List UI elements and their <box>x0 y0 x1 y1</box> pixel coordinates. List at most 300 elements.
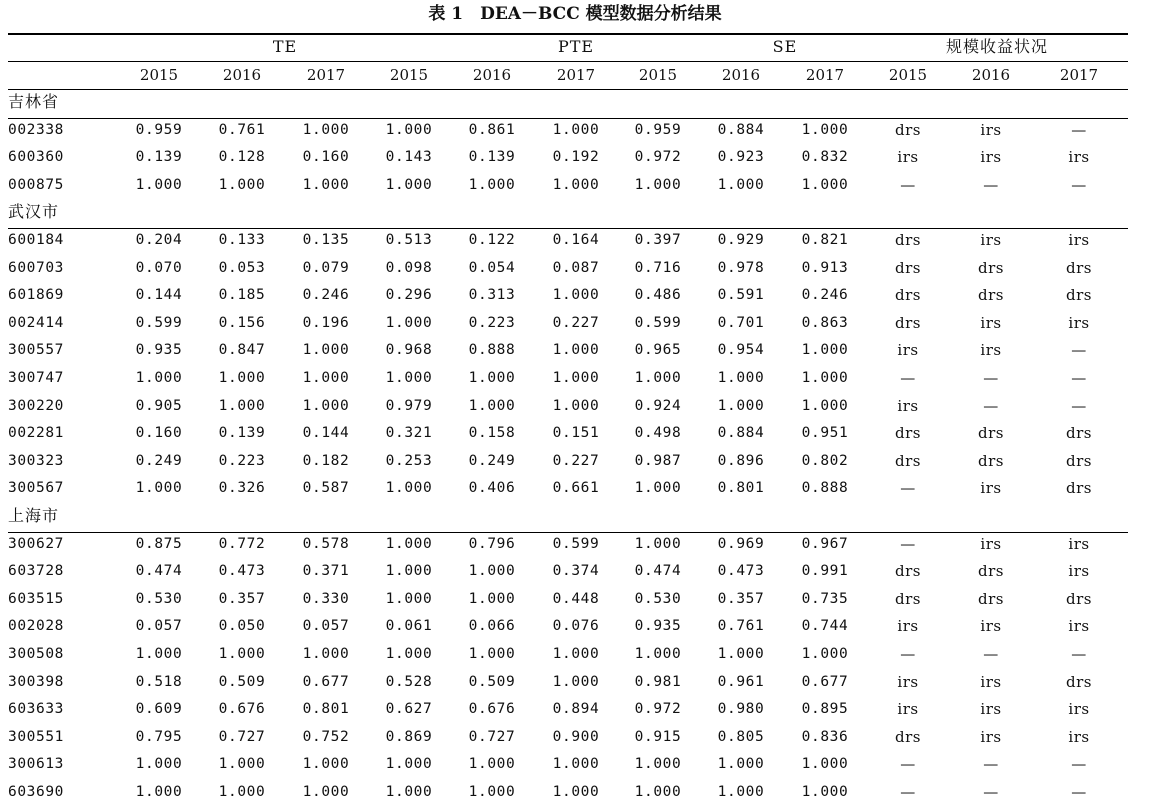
table-cell: 1.000 <box>801 756 849 773</box>
table-cell: — <box>900 479 916 498</box>
table-cell: 1.000 <box>218 646 266 662</box>
table-cell: drs <box>978 424 1004 443</box>
table-cell: 0.227 <box>552 452 600 469</box>
table-cell: — <box>900 534 916 553</box>
table-cell: 0.861 <box>468 121 516 138</box>
table-cell: 1.000 <box>218 370 266 386</box>
table-cell: 0.144 <box>302 425 350 442</box>
table-cell: 0.801 <box>717 480 765 497</box>
table-cell: 1.000 <box>385 646 433 662</box>
table-cell: — <box>983 645 999 663</box>
table-cell: 0.677 <box>801 673 849 690</box>
table-cell: 1.000 <box>634 784 682 800</box>
top-rule <box>8 33 1128 35</box>
table-cell: drs <box>895 120 921 139</box>
year-header: 2017 <box>306 66 346 84</box>
table-cell: 0.223 <box>468 314 516 331</box>
table-cell: 0.223 <box>218 452 266 469</box>
table-cell: — <box>1071 120 1087 139</box>
table-cell: drs <box>895 589 921 608</box>
table-cell: 0.249 <box>468 452 516 469</box>
table-cell: 0.900 <box>552 728 600 745</box>
section-rule <box>8 532 1128 533</box>
table-cell: 0.761 <box>218 121 266 138</box>
table-cell: 0.752 <box>302 728 350 745</box>
table-cell: drs <box>895 727 921 746</box>
table-cell: 0.249 <box>135 452 183 469</box>
table-cell: 1.000 <box>385 563 433 580</box>
row-code: 300627 <box>8 535 64 552</box>
table-cell: 1.000 <box>385 121 433 138</box>
table-cell: 0.727 <box>218 728 266 745</box>
table-cell: drs <box>1066 589 1092 608</box>
table-cell: 1.000 <box>468 176 516 193</box>
table-cell: 1.000 <box>218 784 266 800</box>
table-cell: irs <box>897 672 919 691</box>
table-cell: drs <box>978 562 1004 581</box>
table-cell: 1.000 <box>634 480 682 497</box>
table-cell: 1.000 <box>634 646 682 662</box>
table-cell: 0.978 <box>717 259 765 276</box>
table-cell: 0.139 <box>135 149 183 166</box>
table-cell: 0.987 <box>634 452 682 469</box>
table-cell: irs <box>897 396 919 415</box>
table-cell: 1.000 <box>302 342 350 359</box>
table-cell: irs <box>897 148 919 167</box>
table-cell: 0.923 <box>717 149 765 166</box>
table-cell: irs <box>980 231 1002 249</box>
section-label: 上海市 <box>8 506 60 525</box>
group-header: TE <box>272 37 298 56</box>
row-code: 603515 <box>8 590 64 607</box>
table-cell: drs <box>1066 451 1092 470</box>
table-cell: 0.701 <box>717 314 765 331</box>
table-cell: 1.000 <box>634 370 682 386</box>
table-cell: 1.000 <box>468 563 516 580</box>
table-cell: 0.924 <box>634 397 682 414</box>
row-code: 601869 <box>8 287 64 304</box>
table-cell: 0.448 <box>552 590 600 607</box>
table-cell: 0.253 <box>385 452 433 469</box>
row-code: 300567 <box>8 480 64 497</box>
table-cell: irs <box>897 341 919 360</box>
table-cell: — <box>983 783 999 801</box>
table-cell: 0.473 <box>218 563 266 580</box>
table-cell: 0.509 <box>468 673 516 690</box>
table-cell: 0.578 <box>302 535 350 552</box>
table-cell: 0.530 <box>135 590 183 607</box>
year-header: 2017 <box>805 66 845 84</box>
table-cell: irs <box>897 617 919 636</box>
table-cell: 0.802 <box>801 452 849 469</box>
table-cell: 0.951 <box>801 425 849 442</box>
table-cell: irs <box>1068 562 1090 581</box>
table-cell: irs <box>1068 534 1090 553</box>
table-cell: 0.888 <box>801 480 849 497</box>
table-cell: 1.000 <box>801 176 849 193</box>
row-code: 002028 <box>8 618 64 635</box>
row-code: 300613 <box>8 756 64 773</box>
table-cell: 1.000 <box>552 176 600 193</box>
table-cell: — <box>900 369 916 387</box>
row-code: 603728 <box>8 563 64 580</box>
table-cell: 1.000 <box>302 370 350 386</box>
table-title: 表 1 DEA－BCC 模型数据分析结果 <box>428 4 722 24</box>
group-header: SE <box>772 37 798 56</box>
table-cell: 0.587 <box>302 480 350 497</box>
subheader-rule <box>8 89 1128 90</box>
table-cell: 0.196 <box>302 314 350 331</box>
table-cell: 0.079 <box>302 259 350 276</box>
table-cell: 0.627 <box>385 701 433 718</box>
table-cell: irs <box>1068 148 1090 167</box>
table-cell: irs <box>980 313 1002 332</box>
table-cell: — <box>1071 369 1087 387</box>
table-cell: 1.000 <box>552 756 600 773</box>
table-cell: 1.000 <box>717 397 765 414</box>
row-code: 600360 <box>8 149 64 166</box>
table-cell: 0.139 <box>468 149 516 166</box>
table-cell: 0.160 <box>302 149 350 166</box>
table-cell: 1.000 <box>385 480 433 497</box>
table-cell: 0.772 <box>218 535 266 552</box>
table-cell: 0.128 <box>218 149 266 166</box>
table-cell: 1.000 <box>717 176 765 193</box>
section-label: 武汉市 <box>8 202 60 222</box>
row-code: 603690 <box>8 784 64 800</box>
table-cell: drs <box>978 258 1004 277</box>
table-cell: 0.050 <box>218 618 266 635</box>
table-cell: 1.000 <box>135 370 183 386</box>
table-cell: 1.000 <box>135 480 183 497</box>
table-cell: 0.513 <box>385 232 433 248</box>
table-cell: 0.357 <box>218 590 266 607</box>
table-cell: 1.000 <box>302 121 350 138</box>
table-cell: 0.144 <box>135 287 183 304</box>
row-code: 300220 <box>8 397 64 414</box>
table-cell: 0.599 <box>634 314 682 331</box>
table-cell: 0.905 <box>135 397 183 414</box>
table-cell: 0.609 <box>135 701 183 718</box>
table-cell: 0.057 <box>302 618 350 635</box>
table-cell: 0.888 <box>468 342 516 359</box>
table-cell: 0.968 <box>385 342 433 359</box>
table-cell: 1.000 <box>218 397 266 414</box>
table-cell: 0.054 <box>468 259 516 276</box>
table-cell: 0.122 <box>468 232 516 248</box>
table-cell: 0.204 <box>135 232 183 248</box>
table-cell: 0.972 <box>634 701 682 718</box>
table-cell: 0.406 <box>468 480 516 497</box>
table-cell: — <box>1071 783 1087 801</box>
year-header: 2015 <box>139 66 179 84</box>
table-cell: 0.896 <box>717 452 765 469</box>
table-cell: irs <box>980 700 1002 719</box>
table-cell: drs <box>895 424 921 443</box>
table-cell: — <box>1071 396 1087 415</box>
table-cell: 0.133 <box>218 232 266 248</box>
table-cell: 1.000 <box>135 646 183 662</box>
section-label: 吉林省 <box>8 92 60 111</box>
table-cell: 0.246 <box>801 287 849 304</box>
table-cell: 0.509 <box>218 673 266 690</box>
row-code: 002414 <box>8 314 64 331</box>
group-header: 规模收益状况 <box>945 37 1049 56</box>
table-cell: 0.599 <box>135 314 183 331</box>
table-cell: 0.935 <box>634 618 682 635</box>
table-cell: 1.000 <box>552 397 600 414</box>
table-cell: drs <box>895 258 921 277</box>
table-cell: 0.981 <box>634 673 682 690</box>
table-cell: 1.000 <box>468 646 516 662</box>
table-cell: — <box>900 755 916 774</box>
table-cell: irs <box>980 120 1002 139</box>
table-cell: 0.313 <box>468 287 516 304</box>
table-cell: 1.000 <box>218 176 266 193</box>
table-cell: 1.000 <box>302 756 350 773</box>
table-cell: irs <box>897 700 919 719</box>
table-cell: 1.000 <box>218 756 266 773</box>
table-cell: 0.863 <box>801 314 849 331</box>
table-cell: drs <box>1066 424 1092 443</box>
year-header: 2015 <box>888 66 928 84</box>
table-cell: drs <box>895 286 921 305</box>
table-cell: 0.965 <box>634 342 682 359</box>
table-cell: 0.135 <box>302 232 350 248</box>
year-header: 2017 <box>1059 66 1099 84</box>
row-code: 300557 <box>8 342 64 359</box>
table-cell: 1.000 <box>801 646 849 662</box>
table-cell: 0.884 <box>717 425 765 442</box>
table-cell: 1.000 <box>468 590 516 607</box>
table-cell: irs <box>1068 313 1090 332</box>
table-cell: 1.000 <box>302 646 350 662</box>
table-cell: 1.000 <box>634 756 682 773</box>
table-cell: 1.000 <box>302 176 350 193</box>
row-code: 600703 <box>8 259 64 276</box>
table-cell: 0.528 <box>385 673 433 690</box>
table-cell: 0.961 <box>717 673 765 690</box>
table-cell: 0.296 <box>385 287 433 304</box>
section-rule <box>8 118 1128 119</box>
table-cell: 0.796 <box>468 535 516 552</box>
table-cell: 0.160 <box>135 425 183 442</box>
table-cell: drs <box>895 451 921 470</box>
year-header: 2017 <box>556 66 596 84</box>
year-header: 2015 <box>389 66 429 84</box>
table-cell: drs <box>978 286 1004 305</box>
table-cell: 0.053 <box>218 259 266 276</box>
table-cell: 0.057 <box>135 618 183 635</box>
section-rule <box>8 228 1128 229</box>
table-cell: 0.371 <box>302 563 350 580</box>
table-cell: 0.979 <box>385 397 433 414</box>
table-cell: 0.397 <box>634 232 682 248</box>
table-cell: 0.474 <box>634 563 682 580</box>
table-cell: 1.000 <box>717 646 765 662</box>
table-cell: 0.182 <box>302 452 350 469</box>
table-cell: 0.599 <box>552 535 600 552</box>
table-cell: 1.000 <box>717 756 765 773</box>
table-cell: 0.847 <box>218 342 266 359</box>
table-cell: 1.000 <box>468 784 516 800</box>
table-cell: 0.832 <box>801 149 849 166</box>
table-cell: 1.000 <box>302 397 350 414</box>
table-cell: 0.915 <box>634 728 682 745</box>
table-cell: drs <box>978 589 1004 608</box>
table-cell: 0.661 <box>552 480 600 497</box>
table-cell: 1.000 <box>634 535 682 552</box>
header-rule <box>8 61 1128 62</box>
table-cell: 1.000 <box>385 590 433 607</box>
table-cell: 0.070 <box>135 259 183 276</box>
table-cell: 0.972 <box>634 149 682 166</box>
table-cell: 0.821 <box>801 232 849 248</box>
table-cell: 1.000 <box>552 342 600 359</box>
table-cell: — <box>983 369 999 387</box>
table-cell: 0.374 <box>552 563 600 580</box>
table-cell: 0.980 <box>717 701 765 718</box>
table-cell: 0.066 <box>468 618 516 635</box>
row-code: 002338 <box>8 121 64 138</box>
table-cell: 0.716 <box>634 259 682 276</box>
table-cell: 0.473 <box>717 563 765 580</box>
table-cell: irs <box>980 341 1002 360</box>
table-cell: 0.869 <box>385 728 433 745</box>
table-cell: 0.935 <box>135 342 183 359</box>
table-cell: — <box>983 755 999 774</box>
table-cell: 0.991 <box>801 563 849 580</box>
table-cell: 1.000 <box>717 370 765 386</box>
table-cell: drs <box>978 451 1004 470</box>
row-code: 300551 <box>8 728 64 745</box>
table-cell: 1.000 <box>385 176 433 193</box>
table-cell: 1.000 <box>801 370 849 386</box>
table-cell: 0.676 <box>218 701 266 718</box>
table-cell: 1.000 <box>801 397 849 414</box>
year-header: 2016 <box>222 66 262 84</box>
table-cell: — <box>1071 645 1087 663</box>
table-cell: 0.795 <box>135 728 183 745</box>
table-cell: 0.744 <box>801 618 849 635</box>
table-cell: irs <box>980 672 1002 691</box>
table-cell: irs <box>1068 231 1090 249</box>
table-cell: — <box>1071 755 1087 774</box>
table-cell: 0.246 <box>302 287 350 304</box>
table-cell: 0.139 <box>218 425 266 442</box>
table-cell: 0.959 <box>634 121 682 138</box>
table-cell: 1.000 <box>385 784 433 800</box>
table-cell: 0.498 <box>634 425 682 442</box>
table-cell: 1.000 <box>801 342 849 359</box>
row-code: 000875 <box>8 176 64 193</box>
table-cell: 0.895 <box>801 701 849 718</box>
table-cell: drs <box>895 313 921 332</box>
row-code: 300747 <box>8 370 64 386</box>
table-cell: 1.000 <box>468 756 516 773</box>
table-cell: 0.969 <box>717 535 765 552</box>
table-cell: 0.894 <box>552 701 600 718</box>
table-cell: drs <box>1066 479 1092 498</box>
table-cell: 0.530 <box>634 590 682 607</box>
table-cell: 0.156 <box>218 314 266 331</box>
table-cell: 0.227 <box>552 314 600 331</box>
row-code: 300508 <box>8 646 64 662</box>
table-cell: irs <box>1068 700 1090 719</box>
table-cell: 0.801 <box>302 701 350 718</box>
row-code: 300323 <box>8 452 64 469</box>
table-cell: 1.000 <box>468 370 516 386</box>
table-cell: — <box>983 396 999 415</box>
table-cell: 0.761 <box>717 618 765 635</box>
table-cell: 0.158 <box>468 425 516 442</box>
group-header: PTE <box>557 37 595 56</box>
table-cell: 0.098 <box>385 259 433 276</box>
table-cell: 0.185 <box>218 287 266 304</box>
table-cell: 0.913 <box>801 259 849 276</box>
table-cell: 0.954 <box>717 342 765 359</box>
table-cell: irs <box>1068 617 1090 636</box>
table-cell: 0.151 <box>552 425 600 442</box>
table-cell: 1.000 <box>552 287 600 304</box>
table-cell: 0.967 <box>801 535 849 552</box>
table-cell: irs <box>980 617 1002 636</box>
table-cell: 1.000 <box>135 176 183 193</box>
table-cell: 0.727 <box>468 728 516 745</box>
table-cell: 0.735 <box>801 590 849 607</box>
table-cell: 1.000 <box>385 535 433 552</box>
table-cell: 1.000 <box>552 784 600 800</box>
table-cell: 1.000 <box>385 370 433 386</box>
row-code: 603633 <box>8 701 64 718</box>
table-cell: — <box>1071 175 1087 194</box>
table-cell: irs <box>1068 727 1090 746</box>
table-cell: irs <box>980 727 1002 746</box>
table-cell: — <box>900 645 916 663</box>
table-cell: 0.192 <box>552 149 600 166</box>
row-code: 002281 <box>8 425 64 442</box>
table-cell: 1.000 <box>135 784 183 800</box>
year-header: 2015 <box>638 66 678 84</box>
row-code: 300398 <box>8 673 64 690</box>
table-cell: 0.959 <box>135 121 183 138</box>
table-cell: 0.474 <box>135 563 183 580</box>
year-header: 2016 <box>721 66 761 84</box>
table-cell: 1.000 <box>468 397 516 414</box>
table-cell: 0.676 <box>468 701 516 718</box>
table-cell: 0.929 <box>717 232 765 248</box>
table-cell: drs <box>1066 672 1092 691</box>
table-cell: 1.000 <box>801 121 849 138</box>
table-cell: — <box>900 175 916 194</box>
table-cell: 0.884 <box>717 121 765 138</box>
table-cell: 0.087 <box>552 259 600 276</box>
table-cell: — <box>1071 341 1087 360</box>
table-cell: 1.000 <box>302 784 350 800</box>
table-cell: 1.000 <box>552 370 600 386</box>
table-cell: — <box>983 175 999 194</box>
table-cell: 1.000 <box>385 756 433 773</box>
year-header: 2016 <box>472 66 512 84</box>
table-cell: 0.805 <box>717 728 765 745</box>
year-header: 2016 <box>971 66 1011 84</box>
table-cell: 0.486 <box>634 287 682 304</box>
table-cell: 0.076 <box>552 618 600 635</box>
table-cell: irs <box>980 148 1002 167</box>
table-cell: 0.875 <box>135 535 183 552</box>
table-cell: drs <box>1066 286 1092 305</box>
table-cell: 0.164 <box>552 232 600 248</box>
